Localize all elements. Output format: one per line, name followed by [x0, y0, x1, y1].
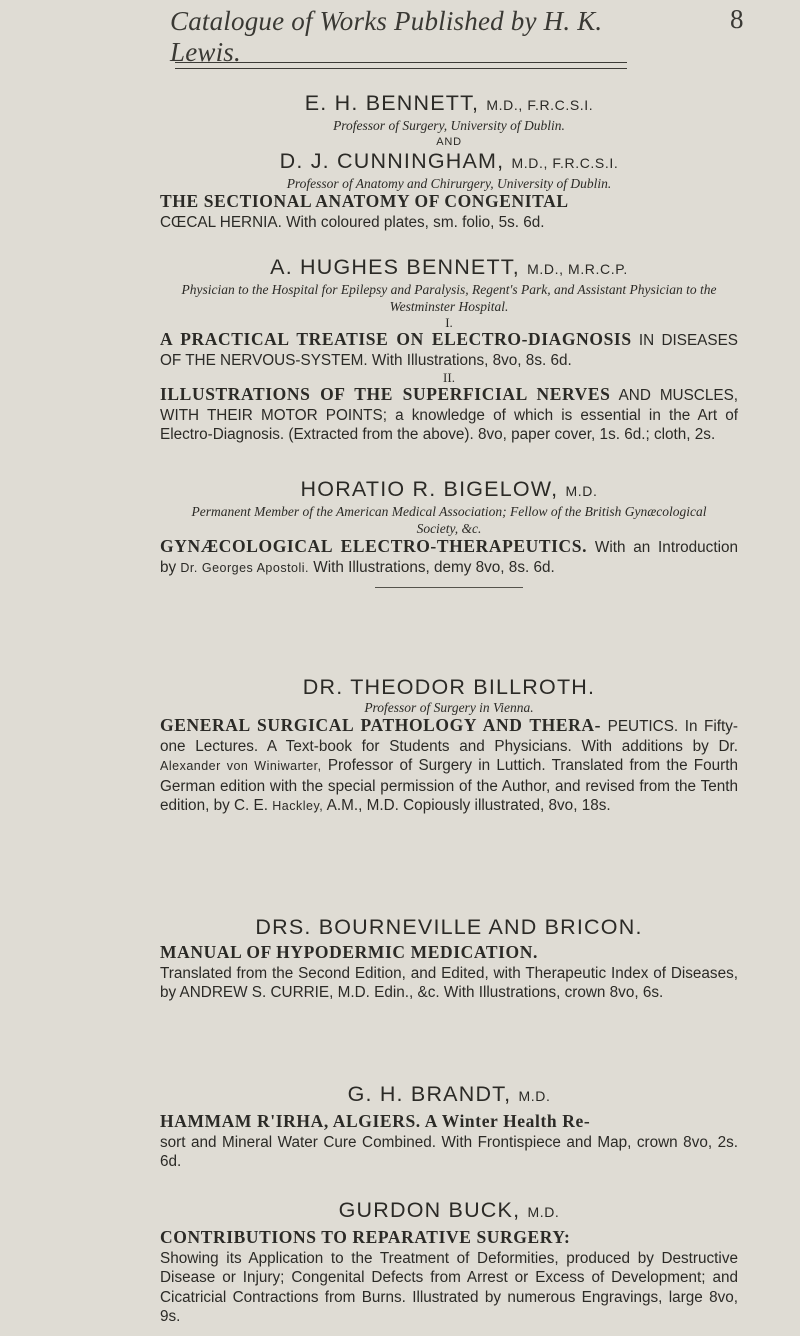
section-divider [375, 587, 523, 588]
coauthor-affiliation: Professor of Anatomy and Chirurgery, University of Dublin. [286, 176, 612, 191]
work-title: HAMMAM R'IRHA, ALGIERS. A Winter Health Re- [160, 1111, 591, 1131]
work-description: With Illustrations, 8vo, 8s. 6d. [367, 351, 572, 369]
work-entry [160, 1112, 738, 1172]
work-description: With an Introduction by [160, 539, 738, 576]
work-title: CONTRIBUTIONS TO REPARATIVE SURGERY: [160, 1227, 571, 1247]
work-description-name: Hackley, [272, 799, 324, 813]
author-degrees: M.D., F.R.C.S.I. [486, 97, 594, 113]
author-heading: DR. THEODOR BILLROTH. [302, 675, 596, 699]
work-description: sort and Mineral Water Cure Combined. With Frontispiece and Map, crown 8vo, 2s. 6d. [160, 1133, 738, 1170]
work-description: With Illustrations, demy 8vo, 8s. 6d. [309, 558, 555, 576]
author-degrees: M.D., M.R.C.P. [527, 261, 628, 277]
author-name: E. H. BENNETT, [304, 91, 480, 115]
running-head: Catalogue of Works Published by H. K. Lewis. [170, 6, 603, 67]
author-degrees: M.D. [527, 1204, 560, 1220]
author-name: GURDON BUCK, [338, 1198, 521, 1222]
work-numeral: II. [443, 370, 455, 385]
work-entry [160, 716, 738, 817]
work-title: A PRACTICAL TREATISE ON ELECTRO-DIAGNOSIS [160, 329, 632, 349]
author-heading [160, 478, 738, 503]
entry-bourneville-bricon [160, 916, 738, 1003]
work-title-continued: CŒCAL HERNIA. [160, 213, 282, 231]
work-subtitle: PEUTICS. [607, 718, 679, 735]
author-degrees: M.D. [518, 1088, 551, 1104]
author-name: G. H. BRANDT, [347, 1082, 512, 1106]
work-title: GENERAL SURGICAL PATHOLOGY AND THERA- [160, 715, 602, 735]
work-entry [160, 192, 738, 232]
work-description: Professor of Surgery in Luttich. Translated from the Fourth German edition with the special permission of the Author, and revised from the Tenth edition, by C. E. [160, 757, 739, 814]
work-entry [160, 1228, 738, 1327]
author-heading [160, 1083, 738, 1108]
work-title: GYNÆCOLOGICAL ELECTRO-THERAPEUTICS. [160, 536, 588, 556]
entry-bennett-cunningham [160, 92, 738, 232]
work-numeral: I. [445, 315, 453, 330]
author-name: HORATIO R. BIGELOW, [300, 477, 559, 501]
coauthor-name: D. J. CUNNINGHAM, [279, 149, 505, 173]
author-heading [160, 256, 738, 281]
entry-gurdon-buck [160, 1199, 738, 1327]
page-number: 8 [730, 4, 744, 34]
author-name: A. HUGHES BENNETT, [270, 255, 520, 279]
entry-billroth [160, 676, 738, 817]
author-affiliation: Physician to the Hospital for Epilepsy and Paralysis, Regent's Park, and Assistant Physician to the Westminster Hospital. [181, 282, 717, 314]
header-rule [175, 62, 627, 69]
coauthor-degrees: M.D., F.R.C.S.I. [511, 155, 619, 171]
work-subtitle: IN DISEASES OF THE NERVOUS-SYSTEM. [160, 332, 738, 369]
work-entry [160, 385, 738, 445]
coauthor-heading [160, 150, 738, 175]
work-title: MANUAL OF HYPODERMIC MEDICATION. [160, 942, 538, 962]
entry-brandt [160, 1083, 738, 1172]
work-description-name: Dr. Georges Apostoli. [180, 560, 310, 575]
entry-hughes-bennett [160, 256, 738, 445]
and-separator: AND [436, 136, 462, 148]
work-description-name: Alexander von Winiwarter, [160, 759, 322, 773]
work-entry [160, 943, 738, 1003]
work-description: Translated from the Second Edition, and Edited, with Therapeutic Index of Diseases, by ANDREW S. CURRIE, M.D. Edin., &c. With Illustrations, crown 8vo, 6s. [160, 964, 738, 1001]
work-description: Showing its Application to the Treatment of Deformities, produced by Destructive Disease or Injury; Congenital Defects from Arrest or Excess of Development; and Cicatricial Contractions from Burns. Illustrated by numerous Engravings, large 8vo, 9s. [160, 1249, 738, 1325]
author-affiliation: Professor of Surgery in Vienna. [364, 700, 534, 715]
work-entry [160, 537, 738, 578]
author-heading: DRS. BOURNEVILLE AND BRICON. [255, 915, 643, 939]
author-affiliation: Permanent Member of the American Medical Association; Fellow of the British Gynæcological Society, &c. [191, 504, 707, 536]
author-degrees: M.D. [565, 483, 598, 499]
author-heading [160, 1199, 738, 1224]
work-description: a knowledge of which is essential in the Art of Electro-Diagnosis. (Extracted from the above). 8vo, paper cover, 1s. 6d.; cloth, 2s. [160, 406, 739, 443]
author-affiliation: Professor of Surgery, University of Dublin. [333, 118, 565, 133]
work-title: THE SECTIONAL ANATOMY OF CONGENITAL [160, 191, 569, 211]
work-description: In Fifty-one Lectures. A Text-book for Students and Physicians. With additions by Dr. [160, 718, 738, 755]
work-subtitle: AND MUSCLES, WITH THEIR MOTOR POINTS; [160, 387, 739, 424]
work-description: With coloured plates, sm. folio, 5s. 6d. [281, 213, 545, 231]
work-description: A.M., M.D. Copiously illustrated, 8vo, 18s. [323, 797, 611, 814]
work-title: ILLUSTRATIONS OF THE SUPERFICIAL NERVES [160, 384, 611, 404]
entry-bigelow [160, 478, 738, 588]
author-heading [160, 92, 738, 117]
work-entry [160, 330, 738, 370]
